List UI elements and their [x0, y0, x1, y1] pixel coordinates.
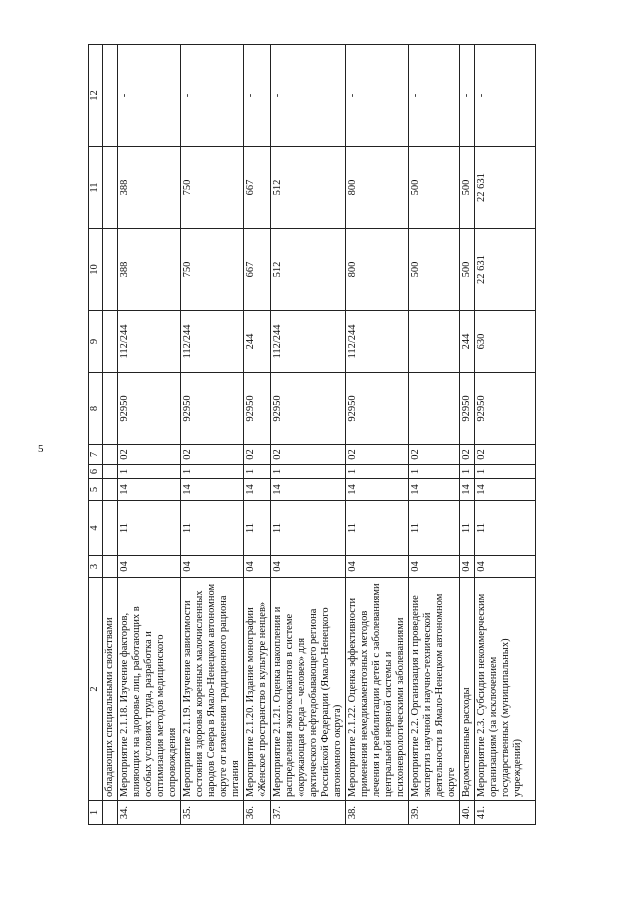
- cell-c5: 14: [271, 479, 346, 501]
- cell-n: 36.: [244, 801, 271, 825]
- cell-desc: Мероприятие 2.1.18. Изучение факторов, влияющих на здоровье лиц, работающих в особых условиях труда, разработка и оптимизация методов медицинского сопровождения: [118, 578, 181, 801]
- cell-c5: 14: [118, 479, 181, 501]
- cell-desc: Мероприятие 2.1.19. Изучение зависимости состояния здоровья коренных малочисленных народов Севера в Ямало-Ненецком автономном округе от изменения традиционного рациона питания: [181, 578, 244, 801]
- cell-n: 37.: [271, 801, 346, 825]
- cell-c4: 11: [181, 501, 244, 556]
- page-number: 5: [38, 443, 44, 455]
- cell-c8: [409, 373, 460, 445]
- cell-c3: 04: [271, 556, 346, 578]
- header-cell: 7: [89, 445, 103, 465]
- table-row: [346, 45, 409, 825]
- table-row: [118, 45, 181, 825]
- table-row: [244, 45, 271, 825]
- cell-c4: 11: [460, 501, 475, 556]
- header-cell: 11: [89, 147, 103, 229]
- cell-c8: 92950: [346, 373, 409, 445]
- table-cell: [103, 801, 118, 825]
- cell-c5: 14: [409, 479, 460, 501]
- cell-desc: Мероприятие 2.2. Организация и проведение экспертиз научной и научно-технической деятельности в Ямало-Ненецком автономном округе: [409, 578, 460, 801]
- table-row: [271, 45, 346, 825]
- cell-c3: 04: [118, 556, 181, 578]
- cell-c6: 1: [118, 465, 181, 479]
- cell-c5: 14: [346, 479, 409, 501]
- cell-c6: 1: [181, 465, 244, 479]
- cell-c6: 1: [460, 465, 475, 479]
- cell-n: 38.: [346, 801, 409, 825]
- table-cell: [103, 556, 118, 578]
- header-cell: 12: [89, 45, 103, 147]
- cell-c9: 244: [460, 311, 475, 373]
- cell-c9: 244: [244, 311, 271, 373]
- table-cell: [103, 373, 118, 445]
- cell-c12: -: [118, 45, 181, 147]
- cell-c12: -: [271, 45, 346, 147]
- cell-c3: 04: [409, 556, 460, 578]
- cell-c10: 512: [271, 229, 346, 311]
- table-cell: [103, 501, 118, 556]
- cell-c3: 04: [460, 556, 475, 578]
- cell-c10: 500: [409, 229, 460, 311]
- cell-c4: 11: [271, 501, 346, 556]
- cell-c9: 112/244: [346, 311, 409, 373]
- cell-n: 40.: [460, 801, 475, 825]
- cell-c10: 22 631: [475, 229, 536, 311]
- cell-c9: 112/244: [181, 311, 244, 373]
- cell-c10: 388: [118, 229, 181, 311]
- cell-c5: 14: [460, 479, 475, 501]
- cell-c11: 22 631: [475, 147, 536, 229]
- cell-c6: 1: [244, 465, 271, 479]
- cell-c7: 02: [244, 445, 271, 465]
- table-row: [409, 45, 460, 825]
- cell-c3: 04: [181, 556, 244, 578]
- table-cell: [103, 229, 118, 311]
- cell-c4: 11: [244, 501, 271, 556]
- cell-c7: 02: [409, 445, 460, 465]
- cell-c7: 02: [475, 445, 536, 465]
- cell-c9: 112/244: [271, 311, 346, 373]
- header-cell: 4: [89, 501, 103, 556]
- header-cell: 1: [89, 801, 103, 825]
- table-cell: [103, 465, 118, 479]
- cell-c6: 1: [409, 465, 460, 479]
- cell-c12: -: [181, 45, 244, 147]
- header-cell: 2: [89, 578, 103, 801]
- rotated-table-container: [88, 45, 614, 825]
- table-cell: [103, 479, 118, 501]
- cell-c3: 04: [244, 556, 271, 578]
- cell-c10: 500: [460, 229, 475, 311]
- cell-c11: 500: [460, 147, 475, 229]
- cell-c11: 500: [409, 147, 460, 229]
- cell-desc: Ведомственные расходы: [460, 578, 475, 801]
- continuation-text: обладающих специальными свойствами: [103, 578, 118, 801]
- cell-c12: -: [346, 45, 409, 147]
- cell-c8: 92950: [244, 373, 271, 445]
- table-body: [118, 45, 536, 825]
- cell-c9: 112/244: [118, 311, 181, 373]
- header-cell: 10: [89, 229, 103, 311]
- cell-c12: -: [460, 45, 475, 147]
- cell-desc: Мероприятие 2.1.21. Оценка накопления и распределения экотоксикантов в системе «окружающая среда – человек» для арктического нефтедобывающего региона Российской Федерации (Ямало-Ненецкого автономного округа): [271, 578, 346, 801]
- cell-c6: 1: [346, 465, 409, 479]
- cell-desc: Мероприятие 2.3. Субсидии некоммерческим организациям (за исключением государственных (муниципальных) учреждений): [475, 578, 536, 801]
- table-row: [181, 45, 244, 825]
- cell-c6: 1: [475, 465, 536, 479]
- header-cell: 3: [89, 556, 103, 578]
- header-cell: 9: [89, 311, 103, 373]
- cell-c7: 02: [460, 445, 475, 465]
- cell-c8: 92950: [181, 373, 244, 445]
- cell-c10: 667: [244, 229, 271, 311]
- cell-n: 35.: [181, 801, 244, 825]
- cell-c6: 1: [271, 465, 346, 479]
- cell-n: 34.: [118, 801, 181, 825]
- cell-c3: 04: [346, 556, 409, 578]
- table-cell: [103, 147, 118, 229]
- cell-c7: 02: [118, 445, 181, 465]
- table-cell: [103, 311, 118, 373]
- cell-c8: 92950: [475, 373, 536, 445]
- table-row: [460, 45, 475, 825]
- cell-c10: 750: [181, 229, 244, 311]
- cell-c8: 92950: [118, 373, 181, 445]
- cell-c12: -: [244, 45, 271, 147]
- cell-c9: [409, 311, 460, 373]
- cell-c4: 11: [346, 501, 409, 556]
- header-cell: 5: [89, 479, 103, 501]
- cell-c7: 02: [271, 445, 346, 465]
- header-cell: 8: [89, 373, 103, 445]
- table-row: [475, 45, 536, 825]
- cell-c11: 388: [118, 147, 181, 229]
- cell-c11: 750: [181, 147, 244, 229]
- cell-desc: Мероприятие 2.1.20. Издание монографии «Женское пространство в культуре ненцев»: [244, 578, 271, 801]
- cell-c9: 630: [475, 311, 536, 373]
- cell-n: 39.: [409, 801, 460, 825]
- cell-c7: 02: [346, 445, 409, 465]
- cell-c7: 02: [181, 445, 244, 465]
- cell-c10: 800: [346, 229, 409, 311]
- cell-c3: 04: [475, 556, 536, 578]
- cell-c5: 14: [181, 479, 244, 501]
- header-cell: 6: [89, 465, 103, 479]
- table-cell: [103, 45, 118, 147]
- cell-c12: -: [475, 45, 536, 147]
- cell-c11: 667: [244, 147, 271, 229]
- cell-c8: 92950: [460, 373, 475, 445]
- cell-c4: 11: [409, 501, 460, 556]
- cell-c5: 14: [475, 479, 536, 501]
- cell-c11: 512: [271, 147, 346, 229]
- budget-table: [88, 44, 536, 825]
- cell-c8: 92950: [271, 373, 346, 445]
- cell-desc: Мероприятие 2.1.22. Оценка эффективности применения немедикаментозных методов лечения и реабилитации детей с заболеваниями центральной нервной системы и психоневрологическими заболеваниями: [346, 578, 409, 801]
- table-cell: [103, 445, 118, 465]
- cell-n: 41.: [475, 801, 536, 825]
- header-row: [89, 45, 103, 825]
- cell-c11: 800: [346, 147, 409, 229]
- continuation-row: [103, 45, 118, 825]
- cell-c4: 11: [475, 501, 536, 556]
- cell-c12: -: [409, 45, 460, 147]
- cell-c5: 14: [244, 479, 271, 501]
- cell-c4: 11: [118, 501, 181, 556]
